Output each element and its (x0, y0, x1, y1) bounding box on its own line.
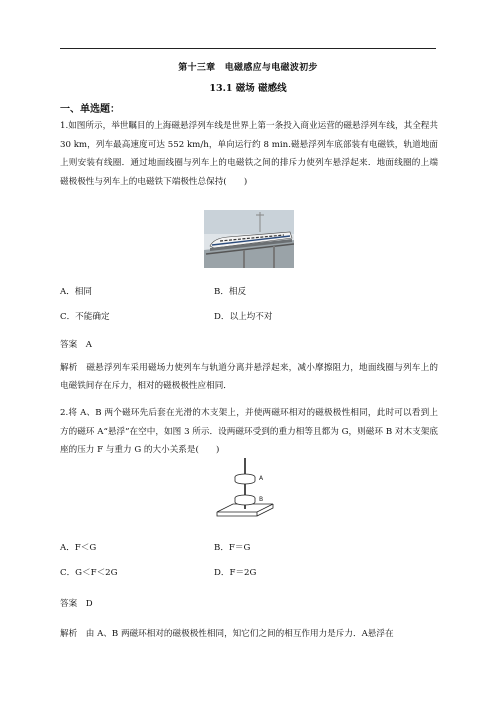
q2-analysis: 解析 由 A、B 两磁环相对的磁极极性相同，知它们之间的相互作用力是斥力．A悬浮在 (60, 629, 394, 639)
question-1-text: 1.如图所示，举世瞩目的上海磁悬浮列车线是世界上第一条投入商业运营的磁悬浮列车线，其全程共 30 km，列车最高速度可达 552 km/h，单向运行约 8 min.磁悬浮列车底部装有电磁铁，轨道地面上则安装有线圈．通过地面线圈与列车上的电磁铁之间的排斥力使列车悬浮起来．地面线圈的上端磁极极性与列车上的电磁铁下端极性总保持( ) (60, 121, 438, 187)
q2-option-a: A．F＜G (60, 543, 97, 553)
section-title: 13.1 磁场 磁感线 (209, 83, 287, 94)
q2-option-d: D．F＝2G (214, 568, 257, 578)
ring-a-label: A (259, 475, 264, 482)
question-2-text: 2.将 A、B 两个磁环先后套在光滑的木支架上，并使两磁环相对的磁极极性相同，此时可以看到上方的磁环 A“悬浮”在空中，如图 3 所示．设两磁环受到的重力相等且都为 G，则磁环 B 对木支架底座的压力 F 与重力 G 的大小关系是( ) (60, 408, 438, 455)
ring-b-label: B (259, 496, 264, 503)
q1-option-a: A．相同 (60, 287, 92, 297)
section-heading: 一、单选题： (60, 104, 120, 115)
magnet-rings-figure (215, 454, 275, 524)
q1-option-d: D．以上均不对 (214, 312, 273, 322)
q1-answer: 答案 A (60, 340, 92, 350)
q1-option-b: B．相反 (214, 287, 247, 297)
q2-option-c: C．G＜F＜2G (60, 568, 118, 578)
chapter-title: 第十三章 电磁感应与电磁波初步 (178, 63, 318, 73)
q1-option-c: C．不能确定 (60, 312, 110, 322)
maglev-train-photo (204, 210, 294, 268)
header-rule (60, 48, 436, 49)
q1-analysis: 解析 磁悬浮列车采用磁场力使列车与轨道分离并悬浮起来，减小摩擦阻力，地面线圈与列车上的电磁铁间存在斥力，相对的磁极极性应相同． (60, 363, 438, 391)
q2-option-b: B．F＝G (214, 543, 251, 553)
q2-answer: 答案 D (60, 599, 93, 609)
